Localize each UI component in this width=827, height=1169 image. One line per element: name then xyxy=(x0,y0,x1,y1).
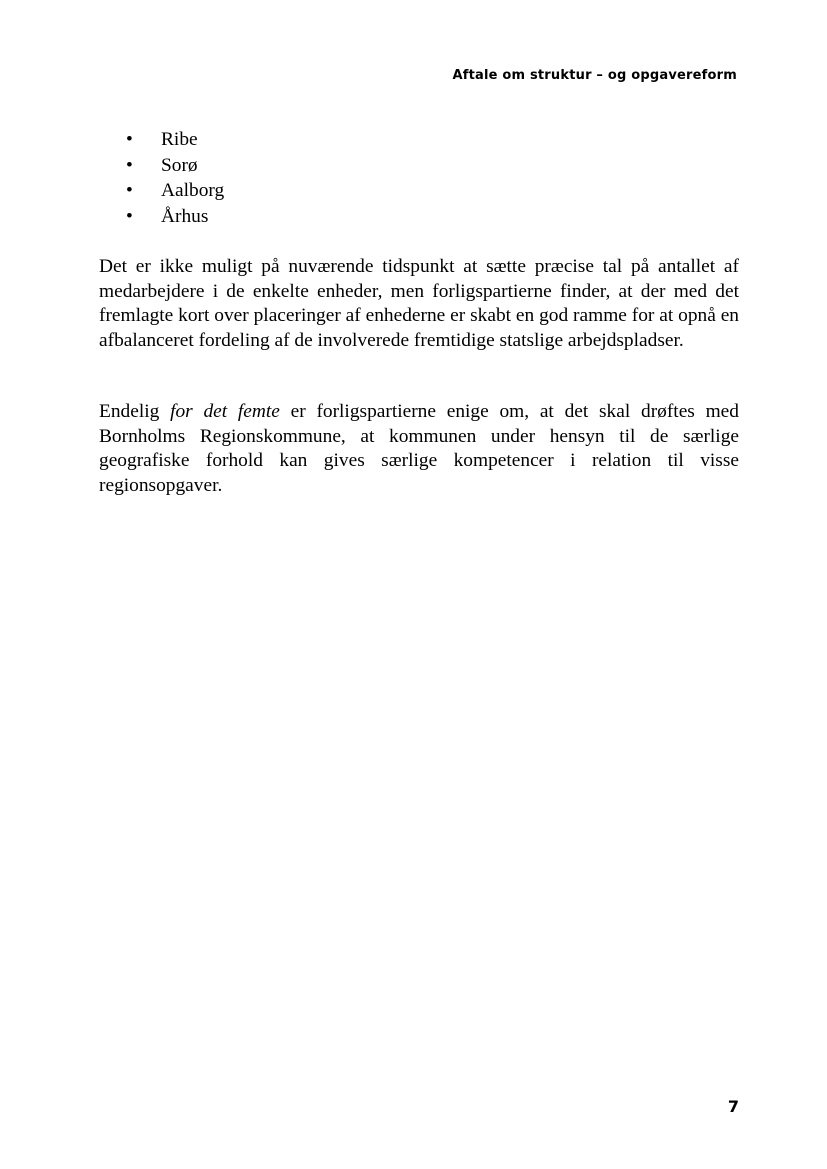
paragraph-bornholm-body: er forligspartierne enige om, at det skal drøftes med Bornholms Regionskommune, at kommunen under hensyn til de særlige geografiske forhold kan gives særlige kompetencer i relation til visse regionsopgaver. xyxy=(99,401,739,496)
bullet-icon: • xyxy=(126,205,133,227)
bullet-icon: • xyxy=(126,154,133,176)
paragraph-staffing: Det er ikke muligt på nuværende tidspunkt at sætte præcise tal på antallet af medarbejdere i de enkelte enheder, men forligspartierne finder, at der med det fremlagte kort over placeringer af enhederne er skabt en god ramme for at opnå en afbalanceret fordeling af de involverede fremtidige statslige arbejdspladser. xyxy=(99,256,739,351)
list-item xyxy=(99,127,224,153)
list-item xyxy=(99,204,224,230)
running-header: Aftale om struktur – og opgavereform xyxy=(452,68,737,83)
page-number: 7 xyxy=(727,1097,739,1116)
list-item-label: Ribe xyxy=(161,129,198,150)
paragraph-bornholm-emphasis: for det femte xyxy=(170,401,280,422)
list-item-label: Sorø xyxy=(161,154,198,176)
list-item xyxy=(99,178,224,204)
bullet-icon: • xyxy=(126,180,133,201)
list-item xyxy=(99,153,224,179)
list-item-label: Århus xyxy=(161,205,209,227)
bullet-icon: • xyxy=(126,129,133,150)
bullet-list xyxy=(99,127,224,229)
paragraph-bornholm xyxy=(99,400,739,498)
paragraph-bornholm-intro: Endelig xyxy=(99,401,171,422)
list-item-label: Aalborg xyxy=(161,180,225,201)
